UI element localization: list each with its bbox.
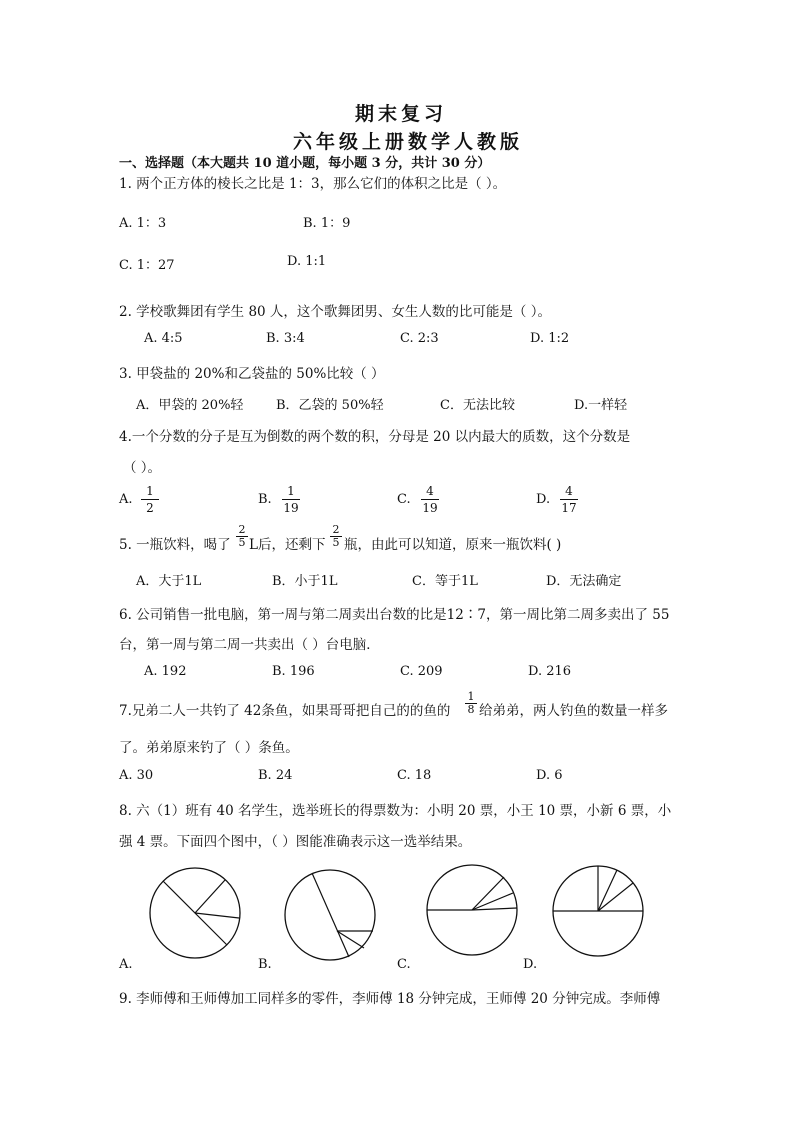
pie-chart-c — [425, 864, 521, 956]
q4-option-a-fraction — [141, 484, 159, 515]
q5-option-a[interactable]: A．大于1L — [136, 574, 202, 589]
question-8-text-line1: 8. 六（1）班有 40 名学生，选举班长的得票数为：小明 20 票，小王 10 票，小新 6 票，小 — [119, 803, 672, 819]
q1-option-c[interactable]: C. 1：27 — [119, 258, 175, 273]
question-1-text: 1. 两个正方体的棱长之比是 1：3，那么它们的体积之比是（ ）。 — [119, 176, 507, 192]
fraction-numerator: 2 — [236, 524, 248, 537]
q6-option-c[interactable]: C. 209 — [400, 664, 443, 679]
fraction-denominator: 2 — [146, 501, 154, 515]
q7-option-d[interactable]: D. 6 — [536, 768, 563, 783]
q4-option-a-label[interactable]: A. — [119, 492, 133, 507]
question-8-text-line2: 强 4 票。下面四个图中，（ ）图能准确表示这一选举结果。 — [119, 834, 472, 850]
q5-option-b[interactable]: B．小于1L — [272, 574, 338, 589]
fraction-denominator: 19 — [422, 501, 438, 515]
section-heading: 一、选择题（本大题共 10 道小题，每小题 3 分，共计 30 分） — [119, 156, 491, 171]
question-6-text-line1: 6. 公司销售一批电脑，第一周与第二周卖出台数的比是12∶7，第一周比第二周多卖出了 55 — [119, 607, 670, 623]
q8-option-b[interactable]: B. — [258, 957, 272, 972]
q6-option-b[interactable]: B. 196 — [272, 664, 315, 679]
q8-option-c[interactable]: C. — [397, 957, 411, 972]
q6-option-a[interactable]: A. 192 — [144, 664, 187, 679]
q5-fraction-1 — [236, 524, 248, 549]
q2-option-b[interactable]: B. 3:4 — [266, 331, 305, 346]
question-2-text: 2. 学校歌舞团有学生 80 人，这个歌舞团男、女生人数的比可能是（ ）。 — [119, 304, 551, 320]
fraction-denominator: 19 — [283, 501, 299, 515]
pie-chart-b — [283, 869, 379, 961]
q7-fraction — [465, 691, 477, 716]
question-9-text-line1: 9. 李师傅和王师傅加工同样多的零件，李师傅 18 分钟完成，王师傅 20 分钟完成。李师傅 — [119, 991, 661, 1007]
question-5-part1: 5. 一瓶饮料，喝了 — [119, 537, 231, 553]
fraction-numerator: 1 — [141, 484, 159, 500]
fraction-numerator: 2 — [330, 524, 342, 537]
q7-option-a[interactable]: A. 30 — [119, 768, 154, 783]
q7-option-c[interactable]: C. 18 — [397, 768, 432, 783]
q5-fraction-2 — [330, 524, 342, 549]
fraction-numerator: 4 — [421, 484, 439, 500]
fraction-numerator: 4 — [560, 484, 578, 500]
q1-option-a[interactable]: A. 1：3 — [119, 216, 167, 231]
q3-option-b[interactable]: B．乙袋的 50%轻 — [276, 398, 384, 413]
fraction-denominator: 5 — [238, 536, 246, 549]
q5-option-d[interactable]: D．无法确定 — [546, 574, 622, 589]
question-4-text-line1: 4.一个分数的分子是互为倒数的两个数的积，分母是 20 以内最大的质数，这个分数是 — [119, 429, 631, 445]
q6-option-d[interactable]: D. 216 — [528, 664, 572, 679]
page-title: 期末复习 — [355, 103, 448, 125]
question-5-part3: 瓶，由此可以知道，原来一瓶饮料( ) — [344, 537, 562, 553]
question-3-text: 3. 甲袋盐的 20%和乙袋盐的 50%比较（ ） — [119, 366, 385, 382]
question-5-part2: L后，还剩下 — [249, 537, 326, 553]
q7-option-b[interactable]: B. 24 — [258, 768, 293, 783]
question-7-part2: 给弟弟，两人钓鱼的数量一样多 — [479, 703, 668, 719]
fraction-denominator: 8 — [467, 703, 475, 716]
q1-option-d[interactable]: D. 1:1 — [287, 254, 327, 269]
q4-option-b-label[interactable]: B. — [258, 492, 272, 507]
q4-option-c-fraction — [421, 484, 439, 515]
fraction-numerator: 1 — [282, 484, 300, 500]
q2-option-c[interactable]: C. 2:3 — [400, 331, 439, 346]
q4-option-b-fraction — [282, 484, 300, 515]
q4-option-c-label[interactable]: C. — [397, 492, 411, 507]
question-7-part1: 7.兄弟二人一共钓了 42条鱼，如果哥哥把自己的的鱼的 — [119, 703, 451, 719]
q3-option-c[interactable]: C．无法比较 — [440, 398, 515, 413]
q8-option-d[interactable]: D. — [523, 957, 538, 972]
q4-option-d-label[interactable]: D. — [536, 492, 551, 507]
pie-chart-a — [148, 867, 244, 959]
q3-option-d[interactable]: D.一样轻 — [574, 398, 628, 413]
q2-option-a[interactable]: A. 4:5 — [144, 331, 183, 346]
q4-option-d-fraction — [560, 484, 578, 515]
question-4-text-line2: （ ）。 — [123, 460, 162, 476]
question-7-text-line2: 了。弟弟原来钓了（ ）条鱼。 — [119, 740, 299, 756]
q5-option-c[interactable]: C．等于1L — [412, 574, 478, 589]
page-subtitle: 六年级上册数学人教版 — [293, 131, 524, 153]
fraction-denominator: 17 — [561, 501, 577, 515]
q8-option-a[interactable]: A. — [119, 957, 133, 972]
q3-option-a[interactable]: A．甲袋的 20%轻 — [136, 398, 244, 413]
q2-option-d[interactable]: D. 1:2 — [530, 331, 570, 346]
q1-option-b[interactable]: B. 1：9 — [303, 216, 351, 231]
pie-chart-d — [551, 865, 647, 957]
fraction-numerator: 1 — [465, 691, 477, 704]
question-6-text-line2: 台，第一周与第二周一共卖出（ ）台电脑． — [119, 637, 380, 653]
fraction-denominator: 5 — [332, 536, 340, 549]
